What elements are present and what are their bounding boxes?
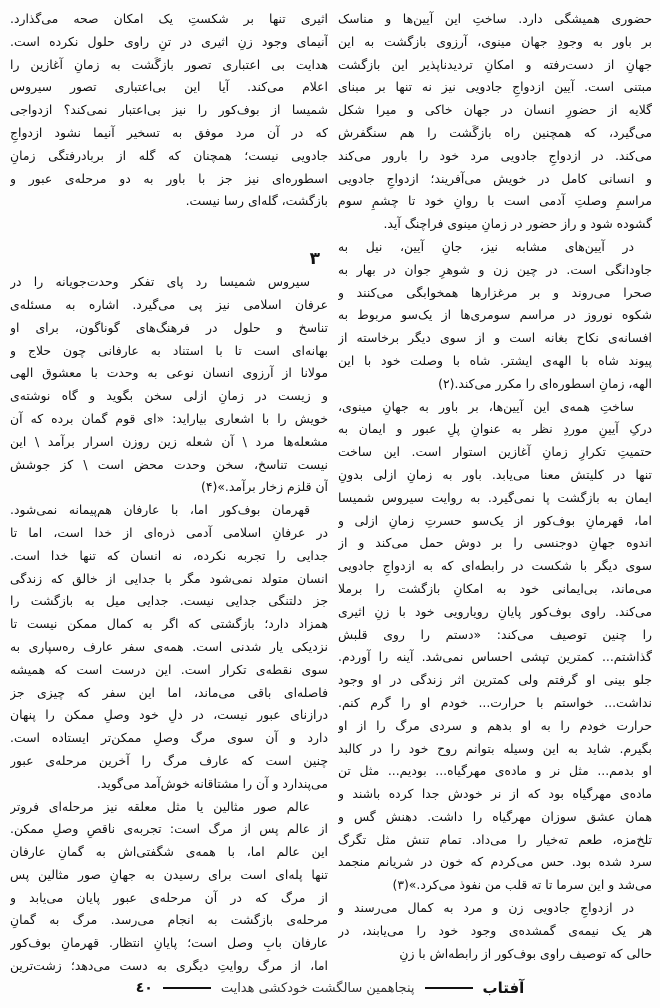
text-line: و زیست در زمانِ ازلی سخن بگوید و گاه نوشته‌ی: [10, 388, 328, 404]
text-line: او بدمم... مثل نر و ماده‌ی مهرگیاه... بودیم... مثل تن: [338, 763, 652, 779]
footer-rule: [163, 987, 211, 989]
text-line: ماده‌ی مهرگیاه بود که از نر خودش جدا کرده باشند و: [338, 786, 652, 802]
text-line: قهرمان بوف‌کور اما، با عارفان هم‌پیمانه نمی‌شود.: [10, 502, 310, 518]
text-line: نداشت... خواستم با حرارت... خودم او را گرم کنم.: [338, 694, 652, 710]
text-line: افسانه‌ی نکاح بغانه است و از سوی دیگر برخاسته از: [338, 330, 652, 346]
magazine-name: آفتاب: [482, 979, 525, 997]
text-line: آنیمای وجود زنِ اثیری در تنِ راوی حلول نکرده است.: [10, 33, 328, 49]
right-column: [338, 8, 652, 965]
text-line: نیست تناسخ، سخن وحدت محض است \ کز جوشش: [10, 456, 328, 472]
text-line: از عالم پس از مرگ است: تجربه‌ی ناقصِ وصلِ ممکن.: [10, 821, 328, 837]
text-line: سوی دیگر با شکست در رابطه‌ای که به ازدواجِ جادویی: [338, 558, 652, 574]
text-line: را چنین توصیف می‌کند: «دستم را روی قلبش: [338, 626, 652, 642]
left-column: [10, 8, 328, 978]
text-line: خویش را با اشعاری بیاراید: «ای قوم گمان برده که آن: [10, 410, 328, 426]
text-line: اثیری تنها بر شکستِ یک امکان صحه می‌گذارد.: [10, 11, 328, 26]
text-line: فاصله‌ای باقی می‌ماند، اما این سفر که چیزی جز: [10, 684, 328, 700]
text-line: عرفان اسلامی نیز پی می‌گیرد. اشاره به مسئله‌ی: [10, 296, 328, 312]
text-line: اعلام می‌کند. آیا این بی‌اعتباری تصور سیروس: [10, 79, 328, 95]
text-line: گشوده شود و راز حضور در زمانِ مینوی فراچنگ آید.: [383, 216, 652, 232]
text-line: اما، از مرگ روایتِ دیگری به دست می‌دهد؛ زشت‌ترین: [10, 958, 328, 974]
text-line: همزاد دارد؛ بازگشتی که اگر به کمال ممکن نیست تا: [10, 616, 328, 632]
text-line: که در آن مرد موفق به تسخیر آنیما نشود ازدواجِ: [10, 124, 328, 140]
text-line: ساختِ همه‌ی این آیین‌ها، بر باور به جهانِ مینوی،: [338, 398, 634, 414]
text-line: الهه، زمانِ اسطوره‌ای را مکرر می‌کند.(۲): [438, 375, 652, 391]
text-line: آن قلزم زخار برآمد.»(۴): [200, 479, 328, 495]
text-line: تنها در کلیتش معنا می‌یابد. باور به زمانِ ازلی بدونِ: [338, 466, 652, 482]
footer-rule: [425, 987, 473, 989]
text-line: بهانه‌ای است تا با استناد به عارفانی چون حلاج و: [10, 342, 328, 358]
text-line: مرحله‌ی بازگشت به انجام می‌رسد. مرگ به گمانِ: [10, 912, 328, 928]
text-line: در ازدواجِ جادویی زن و مرد به کمال می‌رسند و: [338, 900, 634, 916]
text-line: همان عشق سوزان مهرگیاه را داشت. دهنش گس و: [338, 808, 652, 824]
text-line: می‌کند. راوی بوف‌کور پایانِ رویارویی خود با زنِ اثیری: [338, 603, 652, 619]
text-line: تنها پله‌ای است برای رسیدن به جهانِ صور مثالین پس: [10, 866, 328, 882]
text-line: ایمان به بازگشت پا نمی‌گیرد. به روایت سیروس شمیسا: [338, 489, 652, 505]
text-line: سوی نقطه‌ی تکرار است. این درست است که همیشه: [10, 661, 328, 677]
text-line: مولانا از آرزوی انسان نوعی به وحدت با معشوق الهی: [10, 365, 328, 381]
text-line: پیوند شاه با الهه‌ی ایشتر. شاه با وصلت خود با این: [338, 352, 652, 368]
text-line: حضوری همیشگی دارد. ساختِ این آیین‌ها و مناسک: [338, 11, 652, 26]
text-line: از مرگ که در آن مرحله‌ی عبور پایان می‌یابد و: [10, 889, 328, 905]
text-line: می‌پندارد و آن را مشتاقانه خوش‌آمد می‌گوید.: [96, 775, 328, 791]
text-line: درکِ آیینِ موردِ نظر به عنوانِ پلِ عبور و ایمان به: [338, 421, 652, 437]
text-line: سیروس شمیسا رد پای تفکر وحدت‌جویانه را در: [10, 274, 310, 290]
text-line: درازنای عبور نیست، در دلِ خود وصلِ ممکن را پنهان: [10, 707, 328, 723]
text-line: در عرفانِ اسلامی آدمی ذره‌ای از خدا است، اما تا: [10, 524, 328, 540]
text-line: اندوه جهانِ دوجنسی را بر دوش حمل می‌کند و از: [338, 535, 652, 551]
text-line: بر باور به وجودِ جهان مینوی، آرزوی بازگشت به این: [338, 33, 652, 49]
text-line: تناسخ و حلول در فرهنگ‌های گوناگون، برای او: [10, 319, 328, 335]
text-line: می‌گیرد، که همچنین راه بازگَشت را هم سنگفرش: [338, 124, 652, 140]
text-line: این عالم اما، با همه‌ی شگفتی‌اش به گمانِ عارفان: [10, 844, 328, 860]
text-line: نزدیکی یار شدنی است. همه‌ی سفر عارف ره‌سپاری به: [10, 638, 328, 654]
text-line: هدایت بی‌ اعتباری تصور بازگَشت به زمانِ آغازین را: [10, 56, 328, 72]
text-line: صحرا می‌روند و بر مرغزارها همخوابگی می‌کنند و: [338, 284, 652, 300]
text-line: جلو بینی او گرفتم ولی کمترین اثر زندگی در او وجود: [338, 672, 652, 688]
text-line: جاودانگی است. در چین زن و شوهرِ جوان در بهار به: [338, 261, 652, 277]
text-line: دارد و آن سوی مرگ وصلِ ممکن‌تر ایستاده است.: [10, 730, 328, 746]
text-line: سرد شده بود. حس می‌کردم که خون در شریانم منجمد: [338, 854, 652, 870]
text-line: در آیین‌های مشابه نیز، جانِ آیین، نیل به: [338, 238, 634, 254]
text-line: اسطوره‌ای نیز جز با باور به دو مرحله‌ی عبور و: [10, 170, 328, 186]
text-line: عارفان بابِ وصل است؛ پایانِ انتظار. قهرمانِ بوف‌کور: [10, 935, 328, 951]
text-line: تلخ‌مزه، طعم ته‌خیار را می‌داد. تمام تنش مثل تگرگ: [338, 831, 652, 847]
page-number: ٤٠: [135, 980, 153, 996]
text-line: جهانِ از دست‌رفته و امکانِ تردیدناپذیر این بازگشت: [338, 56, 652, 72]
text-line: مشعله‌ها مرد \ آن شعله زین روزن اسرار برآمد \ این: [10, 433, 328, 449]
text-line: بگیرم. شاید به این وسیله بتوانم روح خود را در کالبد: [338, 740, 652, 756]
text-line: مبتنی است. آیین ازدواجِ جادویی نیز نه تنها بر مبنای: [338, 79, 652, 95]
text-line: چنین است که عارف مرگ را آخرین مرحله‌ی عبور: [10, 752, 328, 768]
text-line: شمیسا از بوف‌کور را نیز بی‌اعتبار نمی‌کند؟ ازدواجی: [10, 102, 328, 118]
text-line: گذاشتم... کمترین تپشی احساس نمی‌شد. آینه را آوردم.: [338, 649, 652, 665]
text-line: جادویی نیست؛ همچنان که گله از بربادرفتگی زمانِ: [10, 147, 328, 163]
text-line: شکوه نوروز در مراسم سومری‌ها از یک‌سو مربوط به: [338, 307, 652, 323]
left-column-paragraph-1: [10, 8, 328, 213]
text-line: می‌شد و این سرما تا ته قلب من نفوذ می‌کرد.»(۳): [392, 877, 652, 893]
issue-title: پنجاهمین سالگشت خودکشی هدایت: [220, 980, 415, 996]
text-line: جدایی را تجربه نکرده، نه انسان که تنها خدا است.: [10, 547, 328, 563]
text-line: بازگشت، گله‌ای رسا نیست.: [185, 193, 328, 209]
text-line: عالم صور مثالین یا مثل معلقه نیز مرحله‌ای فروتر: [10, 798, 310, 814]
text-line: می‌کند. در ازدواجِ جادویی مرد خود را بارور می‌کند: [338, 147, 652, 163]
text-line: می‌ماند، بی‌ایمانی خود به امکانِ بازگشت را برملا: [338, 580, 652, 596]
text-line: حالی که توصیف راوی بوف‌کور از رابطه‌اش با زنِ: [399, 945, 652, 961]
text-line: جز دلتنگی جدایی نیست. جدایی میل به بازگشت را: [10, 593, 328, 609]
text-line: انسان متولد نمی‌شود مگر با جدایی از خالق که زندگی: [10, 570, 328, 586]
text-line: اما، قهرمانِ بوف‌کور از یک‌سو حسرتِ زمانِ ازلی و: [338, 512, 652, 528]
text-line: و انسانی کامل در خویش می‌آفریند؛ ازدواجِ جادویی: [338, 170, 652, 186]
section-number: ۳: [309, 249, 320, 270]
left-column-section-3: [10, 271, 328, 978]
text-line: حتمیتِ تکرارِ زمانِ آغازین استوار است. این ساخت: [338, 444, 652, 460]
text-line: گلایه از حضورِ انسان در جهان خاکی و میرا شکل: [338, 102, 652, 118]
page-footer: [0, 976, 660, 1000]
text-line: هر یک نیمه‌ی گمشده‌ی وجود خود را می‌یابند، در: [338, 922, 652, 938]
text-line: مراسمِ وصلتِ آدمی است با روانِ خود تا چشمِ سوم: [338, 193, 652, 209]
text-line: حرارت خودم را به او بدهم و سردی مرگ را از او: [338, 717, 652, 733]
